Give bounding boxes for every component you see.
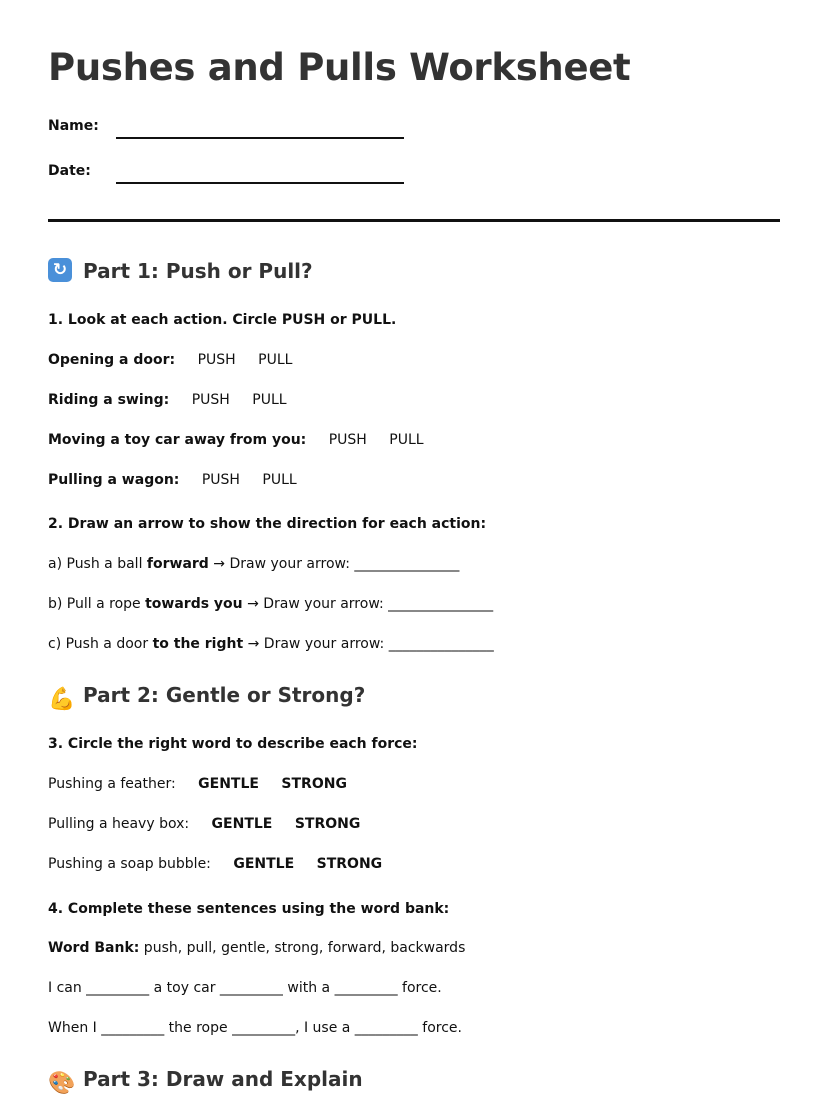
gentle-option[interactable]: GENTLE [198,776,259,792]
pull-option[interactable]: PULL [389,432,424,448]
item-label: Moving a toy car away from you: [48,432,307,448]
arrow-item-text: a) Push a ball [48,556,147,572]
item-label: Pushing a feather: [48,776,176,792]
item-label: Pulling a heavy box: [48,816,190,832]
push-pull-item [48,472,297,488]
force-item [48,776,347,792]
push-option[interactable]: PUSH [197,352,236,368]
date-field[interactable] [116,182,404,184]
artist-palette-icon: 🎨 [48,1071,76,1096]
name-field[interactable] [116,137,404,139]
part3-heading [48,1067,363,1096]
word-bank-label: Word Bank: [48,940,140,956]
item-label: Pulling a wagon: [48,472,180,488]
strong-option[interactable]: STRONG [316,856,383,872]
part1-heading-text: Part 1: Push or Pull? [82,259,313,283]
push-pull-item [48,352,292,368]
arrow-item-text: b) Pull a rope [48,596,146,612]
item-label: Pushing a soap bubble: [48,856,211,872]
arrow-item [48,636,494,652]
flexed-biceps-icon: 💪 [48,687,76,712]
date-label: Date: [48,163,91,179]
arrow-answer-blank[interactable]: → Draw your arrow: _______________ [208,556,460,572]
page-title: Pushes and Pulls Worksheet [48,46,631,89]
word-bank-words: push, pull, gentle, strong, forward, backwards [139,940,466,956]
part2-heading [48,683,365,712]
part1-heading [48,258,313,283]
arrow-item [48,556,459,572]
name-label: Name: [48,118,99,134]
item-label: Riding a swing: [48,392,170,408]
force-item [48,856,382,872]
push-option[interactable]: PUSH [201,472,240,488]
arrow-item [48,596,493,612]
arrow-item-direction: to the right [152,636,244,652]
force-item [48,816,360,832]
strong-option[interactable]: STRONG [281,776,347,792]
part3-heading-text: Part 3: Draw and Explain [82,1067,363,1091]
arrow-item-direction: forward [146,556,209,572]
part2-heading-text: Part 2: Gentle or Strong? [82,683,366,707]
pull-option[interactable]: PULL [252,392,287,408]
arrow-answer-blank[interactable]: → Draw your arrow: _______________ [242,596,494,612]
push-pull-item [48,432,424,448]
word-bank [48,940,465,956]
strong-option[interactable]: STRONG [294,816,361,832]
pull-option[interactable]: PULL [258,352,293,368]
refresh-icon [48,258,72,282]
question-3: 3. Circle the right word to describe each force: [48,736,418,752]
divider [48,219,780,222]
push-pull-item [48,392,287,408]
question-2: 2. Draw an arrow to show the direction for each action: [48,516,487,532]
arrow-item-text: c) Push a door [48,636,153,652]
question-4: 4. Complete these sentences using the word bank: [48,901,450,917]
question-1: 1. Look at each action. Circle PUSH or PULL. [48,312,397,328]
push-option[interactable]: PUSH [191,392,230,408]
push-option[interactable]: PUSH [328,432,367,448]
sentence-1[interactable]: I can _________ a toy car _________ with a _________ force. [48,980,442,996]
arrow-answer-blank[interactable]: → Draw your arrow: _______________ [243,636,494,652]
sentence-2[interactable]: When I _________ the rope _________, I use a _________ force. [48,1020,462,1036]
arrow-item-direction: towards you [145,596,243,612]
pull-option[interactable]: PULL [262,472,297,488]
item-label: Opening a door: [48,352,176,368]
gentle-option[interactable]: GENTLE [211,816,273,832]
gentle-option[interactable]: GENTLE [233,856,295,872]
